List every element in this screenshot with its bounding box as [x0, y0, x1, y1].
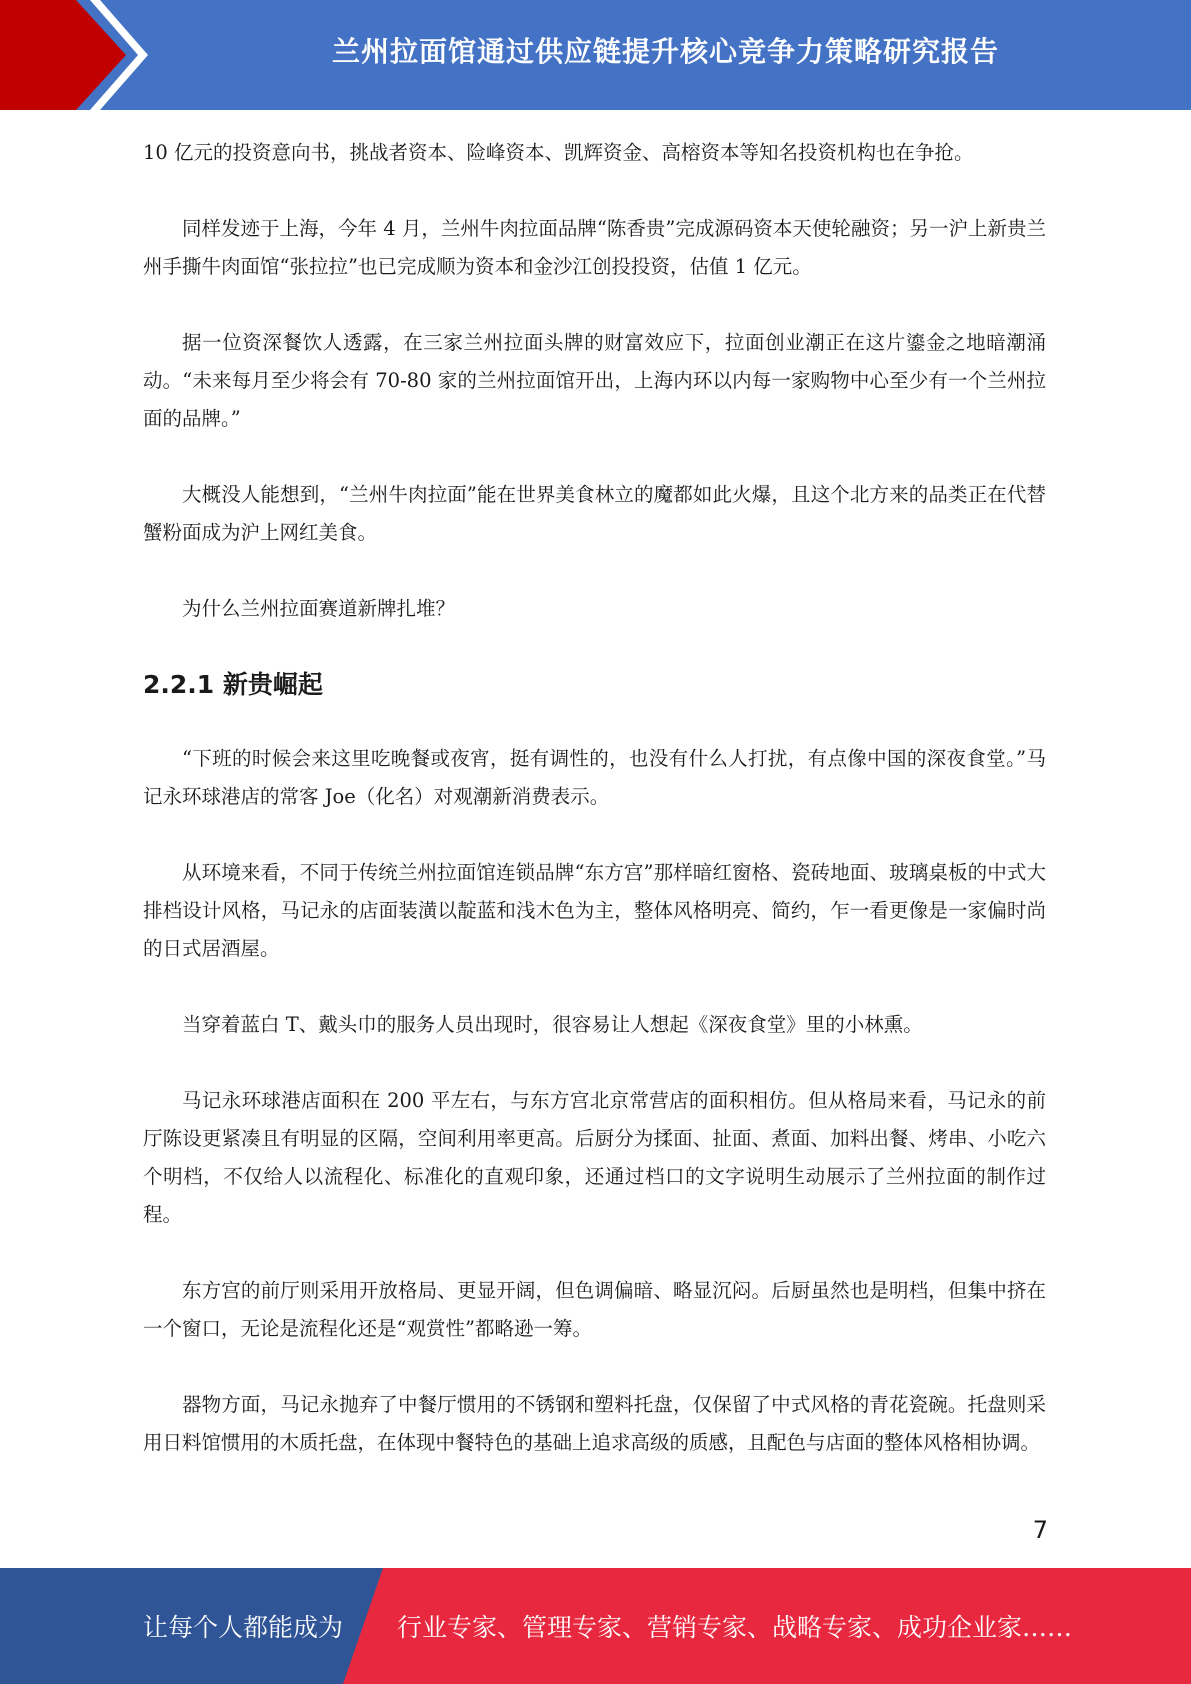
paragraph: 器物方面，马记永抛弃了中餐厅惯用的不锈钢和塑料托盘，仅保留了中式风格的青花瓷碗。托盘则采用日料馆惯用的木质托盘，在体现中餐特色的基础上追求高级的质感，且配色与店面的整体风格相协调。 — [143, 1393, 1046, 1454]
page-header — [0, 0, 1191, 110]
paragraph: 据一位资深餐饮人透露，在三家兰州拉面头牌的财富效应下，拉面创业潮正在这片鎏金之地暗潮涌动。“未来每月至少将会有 70-80 家的兰州拉面馆开出，上海内环以内每一家购物中心至少有一个兰州拉面的品牌。” — [143, 331, 1046, 430]
header-arrow-decoration — [0, 0, 160, 110]
page-content — [143, 134, 1046, 1500]
paragraph: 10 亿元的投资意向书，挑战者资本、险峰资本、凯辉资金、高榕资本等知名投资机构也在争抢。 — [143, 141, 974, 164]
paragraph: 大概没人能想到，“兰州牛肉拉面”能在世界美食林立的魔都如此火爆，且这个北方来的品类正在代替蟹粉面成为沪上网红美食。 — [143, 483, 1046, 544]
paragraph: 为什么兰州拉面赛道新牌扎堆？ — [182, 597, 456, 620]
paragraph: 马记永环球港店面积在 200 平左右，与东方宫北京常营店的面积相仿。但从格局来看，马记永的前厅陈设更紧凑且有明显的区隔，空间利用率更高。后厨分为揉面、扯面、煮面、加料出餐、烤串、小吃六个明档，不仅给人以流程化、标准化的直观印象，还通过档口的文字说明生动展示了兰州拉面的制作过程。 — [143, 1089, 1046, 1226]
page-number: 7 — [1032, 1516, 1048, 1544]
report-title: 兰州拉面馆通过供应链提升核心竞争力策略研究报告 — [331, 35, 999, 68]
footer-slogan-roles: 行业专家、管理专家、营销专家、战略专家、成功企业家…… — [397, 1613, 1073, 1642]
paragraph: 同样发迹于上海，今年 4 月，兰州牛肉拉面品牌“陈香贵”完成源码资本天使轮融资；另一沪上新贵兰州手撕牛肉面馆“张拉拉”也已完成顺为资本和金沙江创投投资，估值 1 亿元。 — [143, 217, 1046, 278]
page-footer — [0, 1568, 1191, 1684]
section-heading: 2.2.1 新贵崛起 — [143, 670, 323, 699]
paragraph: “下班的时候会来这里吃晚餐或夜宵，挺有调性的，也没有什么人打扰，有点像中国的深夜食堂。”马记永环球港店的常客 Joe（化名）对观潮新消费表示。 — [143, 747, 1046, 808]
paragraph: 东方宫的前厅则采用开放格局、更显开阔，但色调偏暗、略显沉闷。后厨虽然也是明档，但集中挤在一个窗口，无论是流程化还是“观赏性”都略逊一筹。 — [143, 1279, 1046, 1340]
footer-slogan-lead: 让每个人都能成为 — [143, 1613, 344, 1642]
paragraph: 当穿着蓝白 T、戴头巾的服务人员出现时，很容易让人想起《深夜食堂》里的小林熏。 — [182, 1013, 923, 1036]
paragraph: 从环境来看，不同于传统兰州拉面馆连锁品牌“东方宫”那样暗红窗格、瓷砖地面、玻璃桌板的中式大排档设计风格，马记永的店面装潢以靛蓝和浅木色为主，整体风格明亮、简约，乍一看更像是一家偏时尚的日式居酒屋。 — [143, 861, 1046, 960]
